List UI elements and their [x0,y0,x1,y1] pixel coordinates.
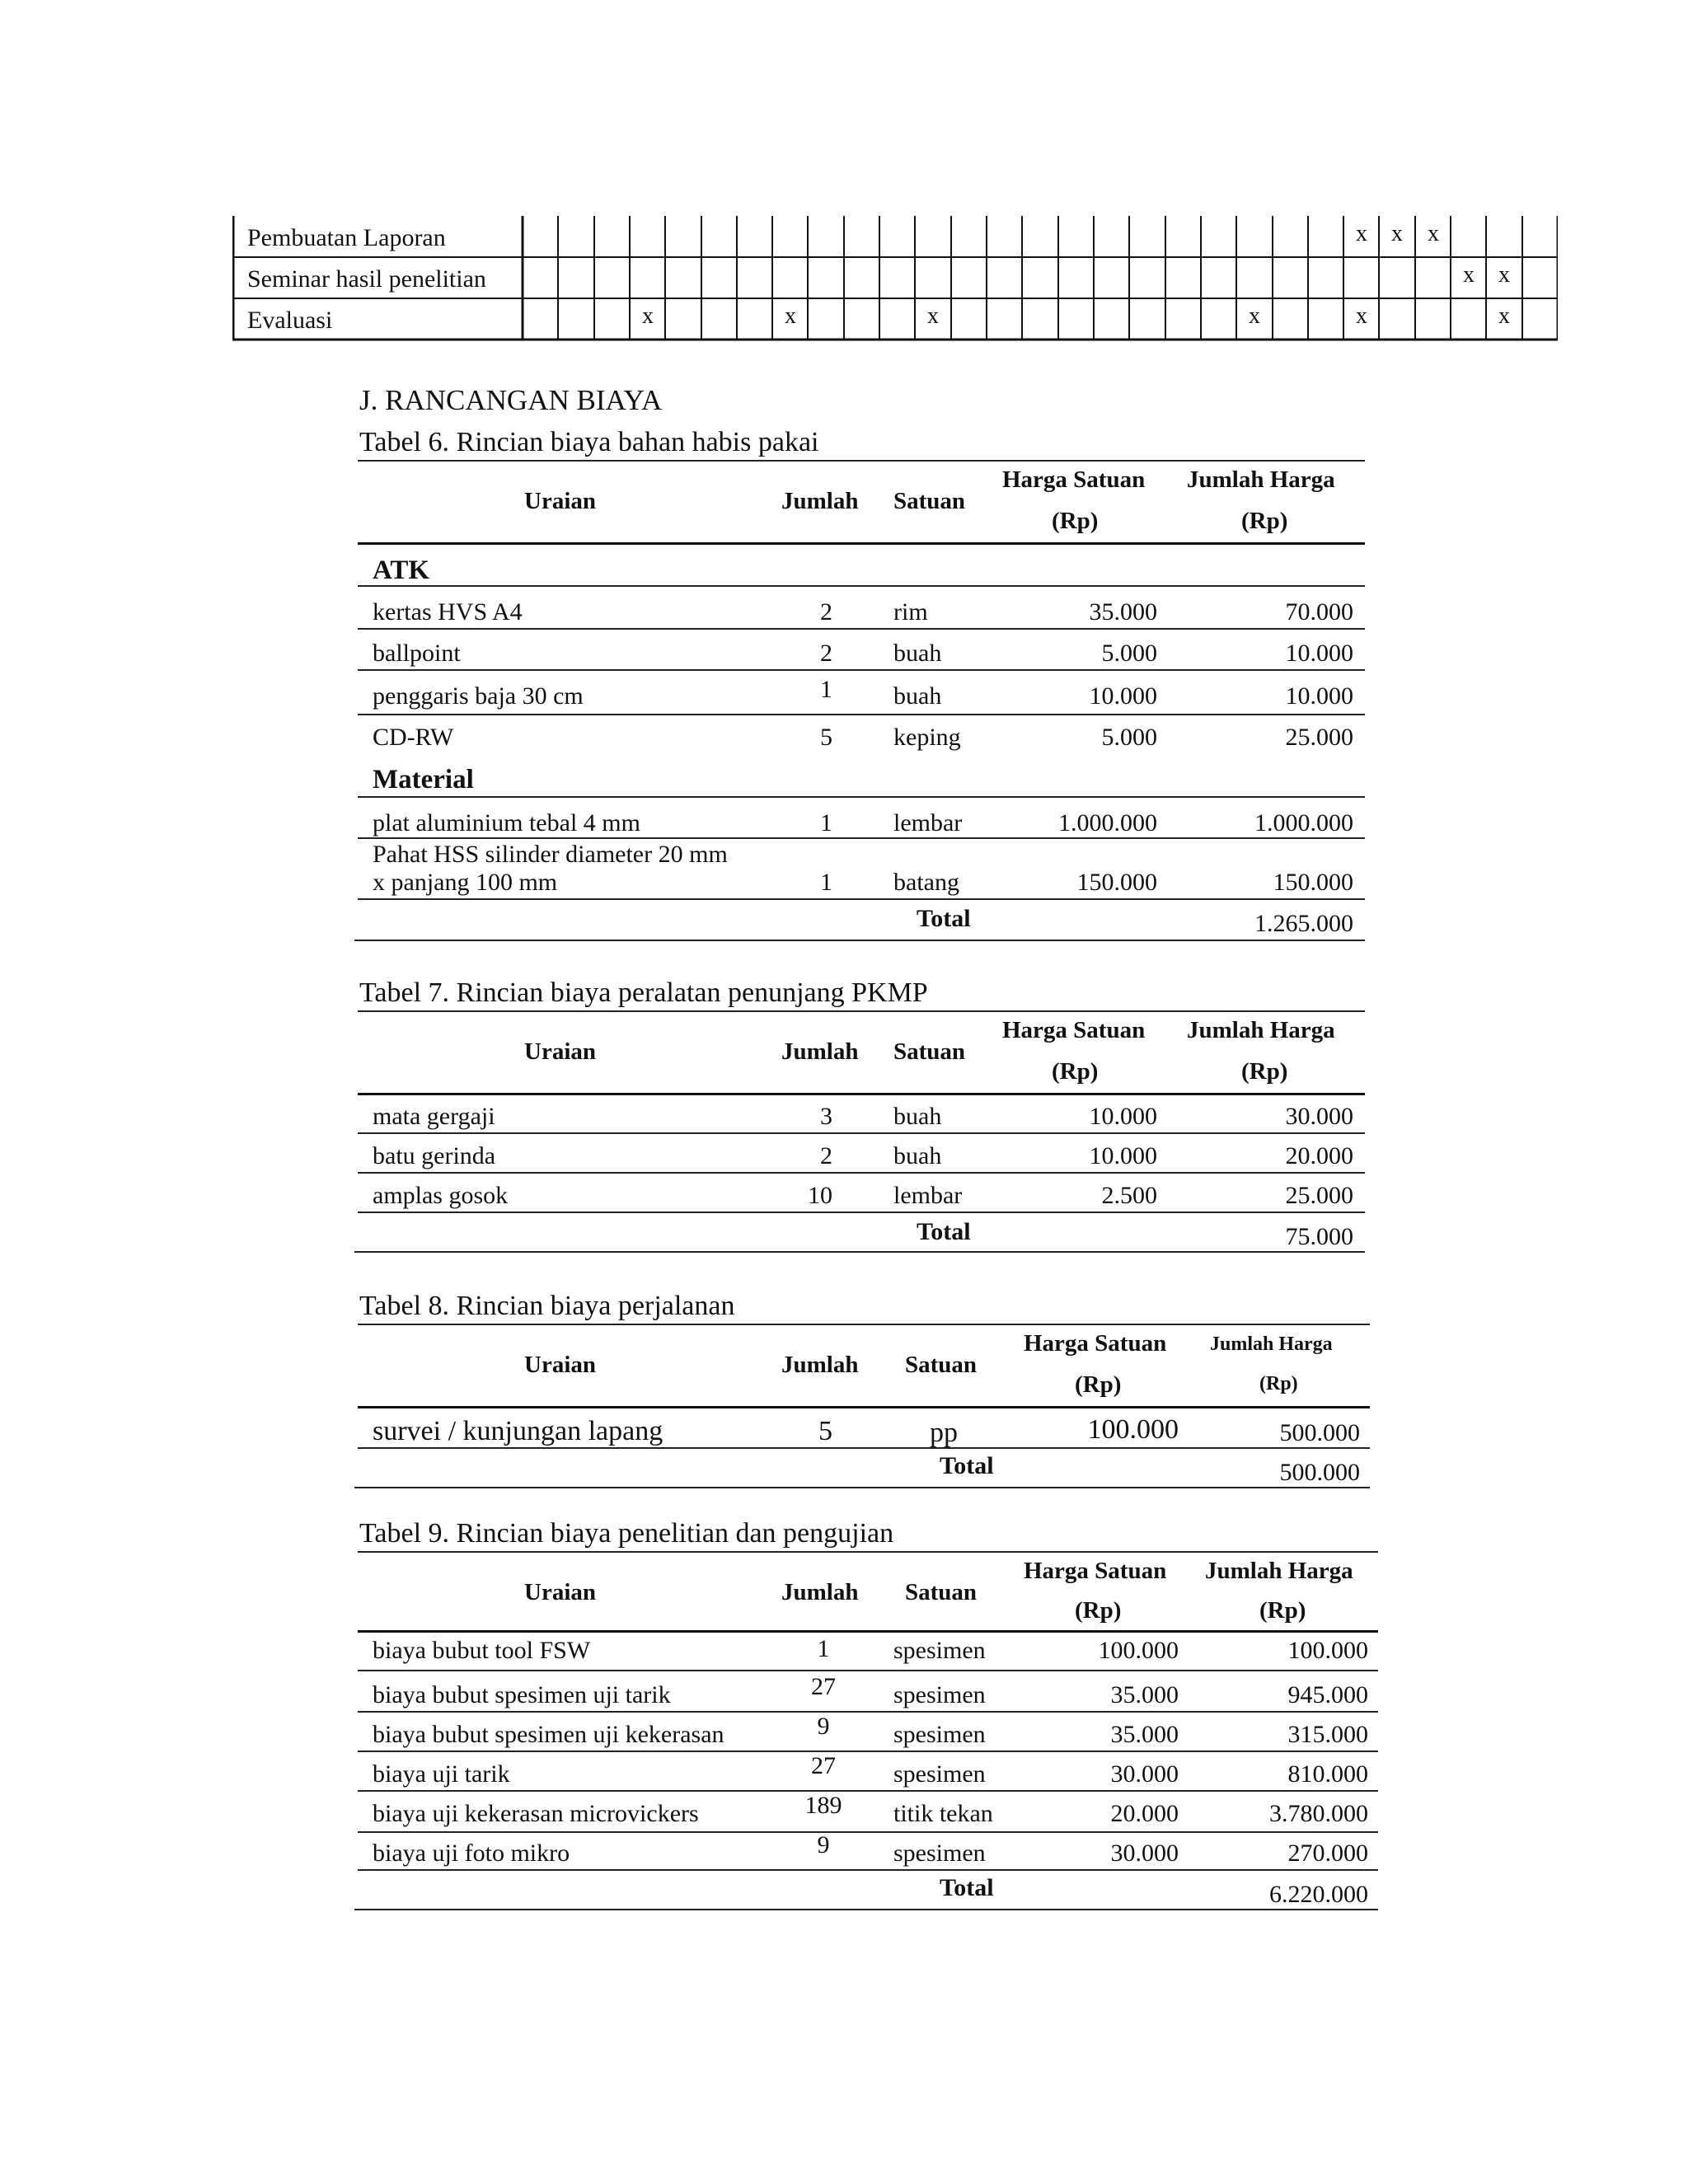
table8-header-jumlah: Jumlah [781,1352,859,1378]
table7-row-total: 20.000 [1285,1142,1353,1169]
table7-row-total: 30.000 [1285,1103,1353,1130]
table7-header-satuan: Satuan [893,1038,966,1065]
table7-top-rule [358,1010,1365,1012]
table9-header-rule [358,1630,1378,1633]
table6-row-harga: 1.000.000 [1058,809,1157,837]
table6-rule [358,714,1365,715]
table8-grand-total: 500.000 [1279,1459,1360,1486]
table9-rule [358,1750,1378,1752]
table9-total-label: Total [940,1874,994,1901]
table9-row-harga: 20.000 [1110,1800,1179,1827]
table9-row-satuan: spesimen [893,1721,986,1748]
table8-title: Tabel 8. Rincian biaya perjalanan [359,1291,735,1321]
table6-rule [358,837,1365,839]
table6-header-rule [358,542,1365,545]
table9-row-satuan: spesimen [893,1840,986,1867]
table7-row-jumlah: 2 [820,1142,832,1169]
table9-top-rule [358,1551,1378,1553]
table8-row-jumlah: 5 [818,1416,832,1446]
table9-row-harga: 35.000 [1110,1681,1179,1708]
table7-row-jumlah: 10 [808,1182,832,1209]
table8-header-total: Jumlah Harga [1210,1333,1333,1355]
table6-top-rule [358,460,1365,462]
table9-row-jumlah: 27 [811,1752,836,1779]
table9-row-uraian: biaya uji kekerasan microvickers [373,1800,699,1827]
table9-rule [358,1711,1378,1713]
table9-row-satuan: spesimen [893,1760,986,1788]
table6-header-total-unit: (Rp) [1241,508,1288,534]
table7-title: Tabel 7. Rincian biaya peralatan penunjang PKMP [359,977,928,1008]
table6-group-material: Material [373,765,474,794]
table8-row-harga: 100.000 [1087,1414,1179,1445]
table9-bottom-rule [354,1909,1378,1910]
table9-row-total: 100.000 [1287,1637,1368,1664]
table9-title: Tabel 9. Rincian biaya penelitian dan pengujian [359,1518,894,1549]
table6-row-total: 1.000.000 [1254,809,1353,837]
table8-row-uraian: survei / kunjungan lapang [373,1416,663,1446]
table6-header-uraian: Uraian [524,488,596,514]
table9-row-harga: 35.000 [1110,1721,1179,1748]
table9-header-total-unit: (Rp) [1259,1597,1306,1624]
table7-header-total: Jumlah Harga [1187,1017,1335,1043]
table9-header-total: Jumlah Harga [1205,1558,1353,1584]
table9-row-total: 945.000 [1287,1681,1368,1708]
table6-rule [358,628,1365,630]
schedule-mark: x [1498,262,1510,288]
table7-header-rule [358,1093,1365,1095]
table6-row-uraian: CD-RW [373,724,454,751]
table6-row-harga: 5.000 [1101,724,1157,751]
schedule-mark: x [1428,221,1439,246]
table9-header-jumlah: Jumlah [781,1579,859,1605]
schedule-mark: x [1249,303,1260,329]
table7-header-jumlah: Jumlah [781,1038,859,1065]
table6-row-harga: 10.000 [1089,682,1157,710]
schedule-mark: x [1391,221,1403,246]
table7-header-uraian: Uraian [524,1038,596,1065]
table7-total-label: Total [917,1218,971,1245]
table8-row-total: 500.000 [1279,1419,1360,1446]
table8-row-satuan: pp [930,1418,958,1448]
table8-header-satuan: Satuan [905,1352,978,1378]
schedule-mark: x [1463,262,1475,288]
schedule-row-label: Pembuatan Laporan [247,224,446,251]
schedule-row-label: Seminar hasil penelitian [247,265,486,293]
table9-rule [358,1831,1378,1833]
table9-row-uraian: biaya bubut spesimen uji tarik [373,1681,671,1708]
table6-row-jumlah: 5 [820,724,832,751]
table6-row-harga: 150.000 [1076,869,1157,896]
table7-rule [358,1212,1365,1213]
table9-header-satuan: Satuan [905,1579,978,1605]
table6-header-total: Jumlah Harga [1187,466,1335,493]
table6-row-uraian: plat aluminium tebal 4 mm [373,809,640,837]
table9-row-jumlah: 9 [817,1831,830,1858]
schedule-row [232,298,1558,339]
table6-row-satuan: buah [893,640,942,667]
table9-row-uraian: biaya uji foto mikro [373,1840,570,1867]
schedule-mark: x [1356,221,1367,246]
table7-header-harga: Harga Satuan [1002,1017,1146,1043]
schedule-mark: x [927,303,939,329]
table6-bottom-rule [354,940,1365,941]
table8-top-rule [358,1324,1370,1325]
table9-row-harga: 30.000 [1110,1840,1179,1867]
table6-title: Tabel 6. Rincian biaya bahan habis pakai [359,427,819,457]
table6-header-harga-unit: (Rp) [1052,508,1099,534]
table6-row-uraian: kertas HVS A4 [373,598,523,626]
table6-group-atk: ATK [373,555,430,585]
table8-header-rule [358,1406,1370,1408]
table8-header-uraian: Uraian [524,1352,596,1378]
table8-total-label: Total [940,1452,994,1479]
table9-row-uraian: biaya bubut spesimen uji kekerasan [373,1721,724,1748]
table6-row-satuan: keping [893,724,961,751]
table9-rule [358,1869,1378,1871]
schedule-row [232,216,1558,256]
table7-header-total-unit: (Rp) [1241,1058,1288,1085]
table6-rule [358,796,1365,798]
table7-rule [358,1172,1365,1174]
table8-header-total-unit: (Rp) [1259,1373,1298,1394]
table6-row-satuan: rim [893,598,928,626]
table7-grand-total: 75.000 [1285,1223,1353,1250]
table7-row-total: 25.000 [1285,1182,1353,1209]
schedule-mark: x [1498,303,1510,329]
table9-row-jumlah: 1 [817,1635,830,1662]
table6-rule [358,585,1365,587]
table9-row-total: 810.000 [1287,1760,1368,1788]
table6-row-satuan: lembar [893,809,963,837]
table9-row-jumlah: 9 [817,1713,830,1740]
table9-rule [358,1670,1378,1671]
table6-row-harga: 35.000 [1089,598,1157,626]
table6-header-harga: Harga Satuan [1002,466,1146,493]
schedule-mark: x [1356,303,1367,329]
table7-bottom-rule [354,1251,1365,1253]
table9-row-jumlah: 189 [804,1792,842,1819]
table6-row-jumlah: 1 [820,676,832,703]
table9-row-jumlah: 27 [811,1673,836,1700]
table6-rule [358,669,1365,671]
table7-row-uraian: amplas gosok [373,1182,509,1209]
table6-row-uraian: penggaris baja 30 cm [373,682,584,710]
table9-header-uraian: Uraian [524,1579,596,1605]
table6-row-total: 10.000 [1285,682,1353,710]
table6-total-label: Total [917,905,971,932]
table8-header-harga-unit: (Rp) [1075,1371,1122,1398]
table7-row-harga: 10.000 [1089,1142,1157,1169]
schedule-row [232,257,1558,298]
table6-rule [358,898,1365,900]
table6-row-satuan: buah [893,682,942,710]
table9-row-total: 315.000 [1287,1721,1368,1748]
table9-row-total: 270.000 [1287,1840,1368,1867]
table9-row-satuan: spesimen [893,1637,986,1664]
table9-header-harga: Harga Satuan [1024,1558,1167,1584]
table7-row-harga: 10.000 [1089,1103,1157,1130]
table6-row-jumlah: 1 [820,869,832,896]
table9-row-satuan: titik tekan [893,1800,993,1827]
table7-row-satuan: buah [893,1142,942,1169]
table8-rule [358,1447,1370,1449]
table7-row-satuan: buah [893,1103,942,1130]
table7-row-satuan: lembar [893,1182,963,1209]
table6-header-jumlah: Jumlah [781,488,859,514]
schedule-mark: x [642,303,654,329]
table7-rule [358,1132,1365,1134]
table9-header-harga-unit: (Rp) [1075,1597,1122,1624]
table7-row-jumlah: 3 [820,1103,832,1130]
table9-rule [358,1790,1378,1792]
table9-row-uraian: biaya bubut tool FSW [373,1637,591,1664]
table6-row-uraian: Pahat HSS silinder diameter 20 mm [373,841,728,868]
schedule-row-label: Evaluasi [247,307,333,334]
table7-row-uraian: mata gergaji [373,1103,495,1130]
table6-row-satuan: batang [893,869,959,896]
table6-row-jumlah: 1 [820,809,832,837]
table7-header-harga-unit: (Rp) [1052,1058,1099,1085]
table6-row-total: 10.000 [1285,640,1353,667]
table6-row-total: 25.000 [1285,724,1353,751]
table9-row-harga: 30.000 [1110,1760,1179,1788]
schedule-mark: x [785,303,796,329]
section-heading: J. RANCANGAN BIAYA [359,384,663,416]
table9-grand-total: 6.220.000 [1269,1881,1368,1908]
table6-header-satuan: Satuan [893,488,966,514]
table8-header-harga: Harga Satuan [1024,1330,1167,1357]
table7-row-uraian: batu gerinda [373,1142,496,1169]
table6-row-uraian-line2: x panjang 100 mm [373,869,558,896]
table6-row-total: 70.000 [1285,598,1353,626]
table9-row-uraian: biaya uji tarik [373,1760,510,1788]
table9-row-total: 3.780.000 [1269,1800,1368,1827]
table9-row-harga: 100.000 [1098,1637,1179,1664]
table6-row-harga: 5.000 [1101,640,1157,667]
table9-row-satuan: spesimen [893,1681,986,1708]
table7-row-harga: 2.500 [1101,1182,1157,1209]
table6-row-jumlah: 2 [820,640,832,667]
table6-row-jumlah: 2 [820,598,832,626]
table6-row-total: 150.000 [1273,869,1353,896]
table8-bottom-rule [354,1487,1370,1488]
table6-grand-total: 1.265.000 [1254,910,1353,937]
table6-row-uraian: ballpoint [373,640,461,667]
